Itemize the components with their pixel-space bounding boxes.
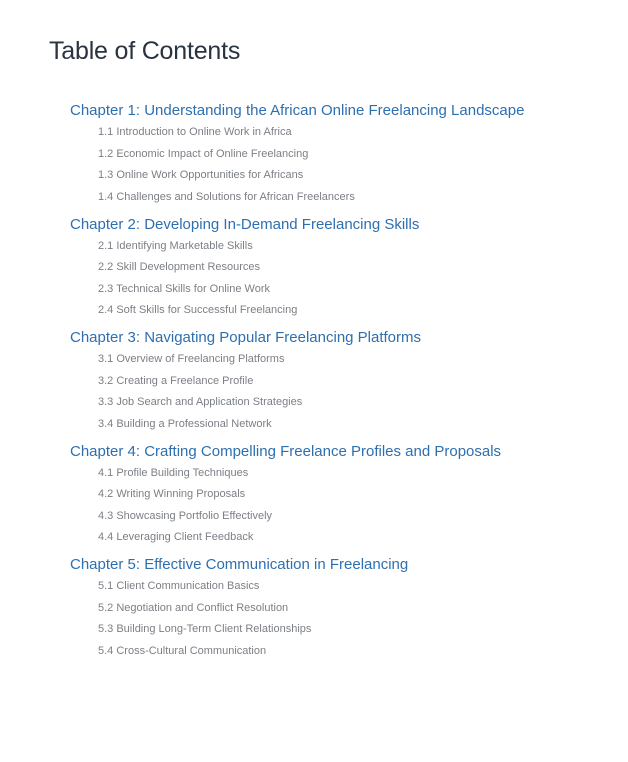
chapter-1-link[interactable]: Chapter 1: Understanding the African Online Freelancing Landscape (70, 102, 525, 119)
chapter-5-sections (70, 580, 610, 658)
section-5-3: 5.3 Building Long-Term Client Relationships (98, 623, 312, 635)
chapter-5-link[interactable]: Chapter 5: Effective Communication in Freelancing (70, 556, 409, 573)
section-1-3: 1.3 Online Work Opportunities for Africans (98, 169, 304, 181)
section-4-3: 4.3 Showcasing Portfolio Effectively (98, 509, 273, 522)
chapter-4-link[interactable]: Chapter 4: Crafting Compelling Freelance Profiles and Proposals (70, 442, 502, 460)
chapter-4-sections (70, 467, 610, 545)
section-1-1: 1.1 Introduction to Online Work in Africa (98, 126, 292, 138)
section-2-1: 2.1 Identifying Marketable Skills (98, 239, 253, 252)
chapter-1 (70, 101, 610, 204)
section-5-2: 5.2 Negotiation and Conflict Resolution (98, 601, 289, 614)
page-title: Table of Contents (49, 37, 241, 65)
chapter-5 (70, 555, 610, 658)
chapter-2-sections (70, 240, 610, 318)
chapter-2-link[interactable]: Chapter 2: Developing In-Demand Freelancing Skills (70, 215, 420, 233)
section-4-2: 4.2 Writing Winning Proposals (98, 488, 246, 500)
section-5-4: 5.4 Cross-Cultural Communication (98, 644, 267, 657)
section-4-1: 4.1 Profile Building Techniques (98, 466, 249, 479)
chapter-4 (70, 442, 610, 545)
section-5-1: 5.1 Client Communication Basics (98, 580, 260, 592)
section-2-2: 2.2 Skill Development Resources (98, 261, 261, 273)
table-of-contents (70, 101, 610, 669)
section-3-1: 3.1 Overview of Freelancing Platforms (98, 353, 285, 365)
chapter-3-link[interactable]: Chapter 3: Navigating Popular Freelancing Platforms (70, 329, 422, 346)
section-3-4: 3.4 Building a Professional Network (98, 417, 272, 430)
section-1-4: 1.4 Challenges and Solutions for African Freelancers (98, 190, 355, 203)
chapter-1-sections (70, 126, 610, 204)
section-1-2: 1.2 Economic Impact of Online Freelancing (98, 147, 309, 160)
chapter-3 (70, 328, 610, 431)
section-3-3: 3.3 Job Search and Application Strategies (98, 396, 303, 408)
section-2-3: 2.3 Technical Skills for Online Work (98, 282, 270, 295)
chapter-2 (70, 215, 610, 318)
section-3-2: 3.2 Creating a Freelance Profile (98, 374, 254, 387)
section-4-4: 4.4 Leveraging Client Feedback (98, 531, 254, 543)
section-2-4: 2.4 Soft Skills for Successful Freelancing (98, 304, 298, 316)
chapter-3-sections (70, 353, 610, 431)
